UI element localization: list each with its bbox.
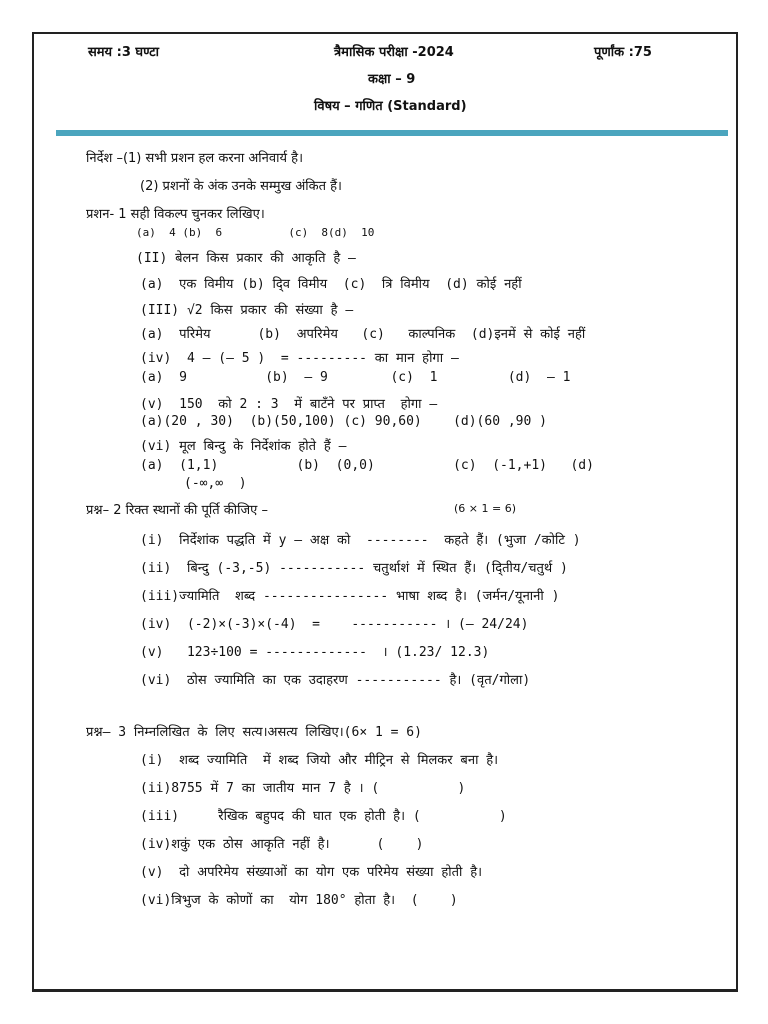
q2-line: (i) निर्देशांक पद्धति में y – अक्ष को -------- कहते हैं। (भुजा /कोटि ): [140, 533, 581, 548]
q1-line: (vi) मूल बिन्दु के निर्देशांक होते हैं –: [140, 439, 347, 454]
q1-line: (v) 150 को 2 : 3 में बाटँने पर प्राप्त होगा –: [140, 397, 438, 412]
q1-line: (a) 9 (b) – 9 (c) 1 (d) – 1: [140, 370, 571, 385]
q2-line: (iv) (-2)×(-3)×(-4) = ----------- । (– 24/24): [140, 617, 529, 632]
q1-line: (a)(20 , 30) (b)(50,100) (c) 90,60) (d)(60 ,90 ): [140, 414, 547, 429]
q1-line: (a) 4 (b) 6 (c) 8(d) 10: [136, 226, 375, 239]
q3-title: प्रश्न– 3 निम्नलिखित के लिए सत्य।असत्य लिखिए।(6× 1 = 6): [86, 725, 422, 740]
q3-line: (i) शब्द ज्यामिति में शब्द जियो और मीट्रिन से मिलकर बना है।: [140, 753, 499, 768]
q1-line: (a) एक विमीय (b) दि्व विमीय (c) त्रि विमीय (d) कोई नहीं: [140, 277, 522, 292]
instruction-2: (2) प्रशनों के अंक उनके सम्मुख अंकित हैं।: [140, 179, 342, 194]
subject-label: विषय – गणित (Standard): [314, 99, 467, 114]
q1-line: (III) √2 किस प्रकार की संख्या है –: [140, 303, 354, 318]
q2-marks: (6 × 1 = 6): [454, 502, 516, 515]
class-label: कक्षा – 9: [368, 72, 416, 87]
exam-title: त्रैमासिक परीक्षा -2024: [334, 45, 454, 60]
q3-line: (ii)8755 में 7 का जातीय मान 7 है । ( ): [140, 781, 466, 796]
q2-line: (iii)ज्यामिति शब्द ---------------- भाषा शब्द है। (जर्मन/यूनानी ): [140, 589, 560, 604]
q3-line: (iv)शकुं एक ठोस आकृति नहीं है। ( ): [140, 837, 424, 852]
q1-line: (a) (1,1) (b) (0,0) (c) (-1,+1) (d): [140, 458, 594, 473]
q1-line: (a) परिमेय (b) अपरिमेय (c) काल्पनिक (d)इनमें से कोई नहीं: [140, 327, 586, 342]
q2-line: (vi) ठोस ज्यामिति का एक उदाहरण ----------- है। (वृत/गोला): [140, 673, 531, 688]
q1-line: (iv) 4 – (– 5 ) = --------- का मान होगा –: [140, 351, 459, 366]
header-divider: [56, 130, 728, 136]
q3-line: (v) दो अपरिमेय संख्याओं का योग एक परिमेय संख्या होती है।: [140, 865, 483, 880]
exam-paper: [32, 32, 738, 992]
time-label: समय :3 घण्टा: [88, 45, 160, 60]
q1-line: (II) बेलन किस प्रकार की आकृति है –: [136, 251, 356, 266]
q1-title: प्रशन- 1 सही विकल्प चुनकर लिखिए।: [86, 207, 265, 222]
q1-line: (-∞,∞ ): [184, 476, 247, 491]
q3-line: (iii) रैखिक बहुपद की घात एक होती है। ( ): [140, 809, 507, 824]
max-marks: पूर्णांक :75: [594, 45, 652, 60]
q3-line: (vi)त्रिभुज के कोणों का योग 180° होता है। ( ): [140, 893, 458, 908]
q2-title: प्रश्न– 2 रिक्त स्थानों की पूर्ति कीजिए –: [86, 503, 268, 518]
q2-line: (v) 123÷100 = ------------- । (1.23/ 12.3): [140, 645, 490, 660]
instruction-1: निर्देश –(1) सभी प्रशन हल करना अनिवार्य है।: [86, 151, 303, 166]
q2-line: (ii) बिन्दु (-3,-5) ----------- चतुर्थाशं में स्थित हैं। (दि्तीय/चतुर्थ ): [140, 561, 568, 576]
